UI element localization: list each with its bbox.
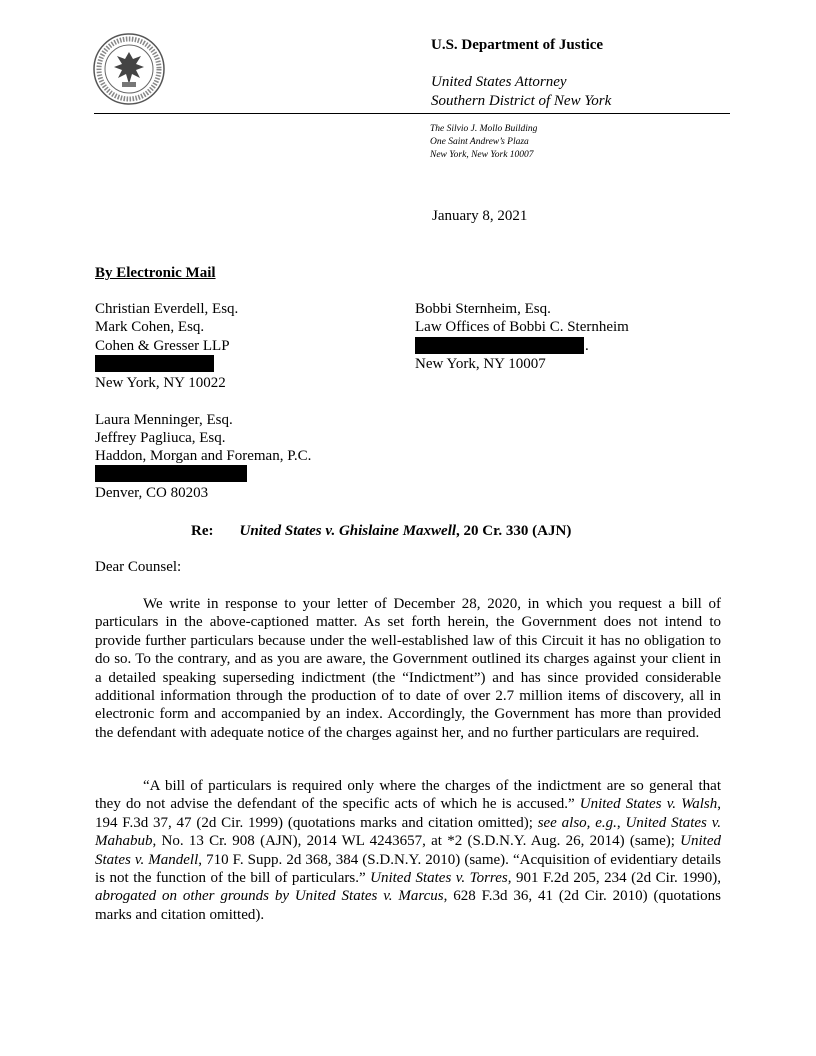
re-label: Re:: [191, 523, 214, 539]
case-citation: United States v. Walsh: [579, 796, 718, 813]
recipient-firm: Haddon, Morgan and Foreman, P.C.: [95, 448, 312, 464]
doj-seal-icon: [92, 32, 166, 106]
body-paragraph-2: [95, 777, 721, 924]
recipient-name: Jeffrey Pagliuca, Esq.: [95, 430, 226, 446]
case-citation: United States v. Mandell: [95, 833, 721, 868]
recipient-firm: Law Offices of Bobbi C. Sternheim: [415, 319, 629, 335]
text-segment: , No. 13 Cr. 908 (AJN), 2014 WL 4243657, at *2 (S.D.N.Y. Aug. 26, 2014) (same);: [152, 833, 681, 850]
redaction-bar: [95, 355, 214, 372]
recipient-name: Christian Everdell, Esq.: [95, 301, 239, 317]
department-name: U.S. Department of Justice: [431, 37, 604, 53]
delivery-method: By Electronic Mail: [95, 265, 216, 281]
recipient-city: New York, NY 10007: [415, 356, 546, 372]
text-segment: , 194 F.3d 37, 47 (2d Cir. 1999) (quotations marks and citation omitted);: [95, 796, 721, 831]
recipient-firm: Cohen & Gresser LLP: [95, 338, 230, 354]
recipient-name: Bobbi Sternheim, Esq.: [415, 301, 551, 317]
office-district: Southern District of New York: [431, 93, 612, 109]
body-paragraph-1: We write in response to your letter of December 28, 2020, in which you request a bill of particulars in the above-captioned matter. As set forth herein, the Government does not intend to provide further particulars because under the well-established law of this Circuit it has no obligation to do so. To the contrary, and as you are aware, the Government outlined its charges against your client in a detailed speaking superseding indictment (the “Indictment”) and has since provided considerable additional information through the production of to date of over 2.7 million items of discovery, all in electronic form and accompanied by an index. Accordingly, the Government has more than provided the defendant with adequate notice of the charges against her, and no further particulars are required.: [95, 596, 721, 741]
text-segment: , 628 F.3d 36, 41 (2d Cir. 2010) (quotations marks and citation omitted).: [95, 888, 722, 923]
re-case: United States v. Ghislaine Maxwell: [239, 523, 457, 539]
recipient-name: Mark Cohen, Esq.: [95, 319, 205, 335]
redaction-bar: [95, 465, 247, 482]
re-line: [191, 522, 571, 541]
office-address-line1: The Silvio J. Mollo Building: [430, 124, 538, 134]
letter-date: January 8, 2021: [432, 208, 528, 224]
text-segment: , 710 F. Supp. 2d 368, 384 (S.D.N.Y. 2010) (same). “Acquisition of evidentiary details is not the function of the bill of particulars.”: [95, 851, 722, 887]
text-segment: “A bill of particulars is required only where the charges of the indictment are so general that they do not advise the defendant of the specific acts of which he is accused.”: [95, 778, 721, 813]
text-segment: , 901 F.2d 205, 234 (2d Cir. 1990),: [507, 870, 722, 887]
redaction-bar: [415, 337, 584, 354]
office-address-line3: New York, New York 10007: [430, 150, 534, 160]
office-title: United States Attorney: [431, 74, 567, 90]
greeting: Dear Counsel:: [95, 559, 182, 575]
recipient-city: New York, NY 10022: [95, 375, 226, 391]
office-address-line2: One Saint Andrew’s Plaza: [430, 137, 529, 147]
case-citation: abrogated on other grounds by United States v. Marcus: [95, 888, 444, 905]
letterhead-rule: [94, 113, 730, 114]
signal-citation: see also, e.g.: [537, 814, 617, 831]
case-citation: United States v. Mahabub: [95, 814, 721, 850]
text-segment: ,: [616, 814, 626, 831]
recipient-city: Denver, CO 80203: [95, 485, 209, 501]
re-docket: , 20 Cr. 330 (AJN): [456, 523, 572, 539]
case-citation: United States v. Torres: [370, 870, 508, 887]
redaction-suffix: .: [585, 338, 589, 354]
recipient-name: Laura Menninger, Esq.: [95, 412, 233, 428]
